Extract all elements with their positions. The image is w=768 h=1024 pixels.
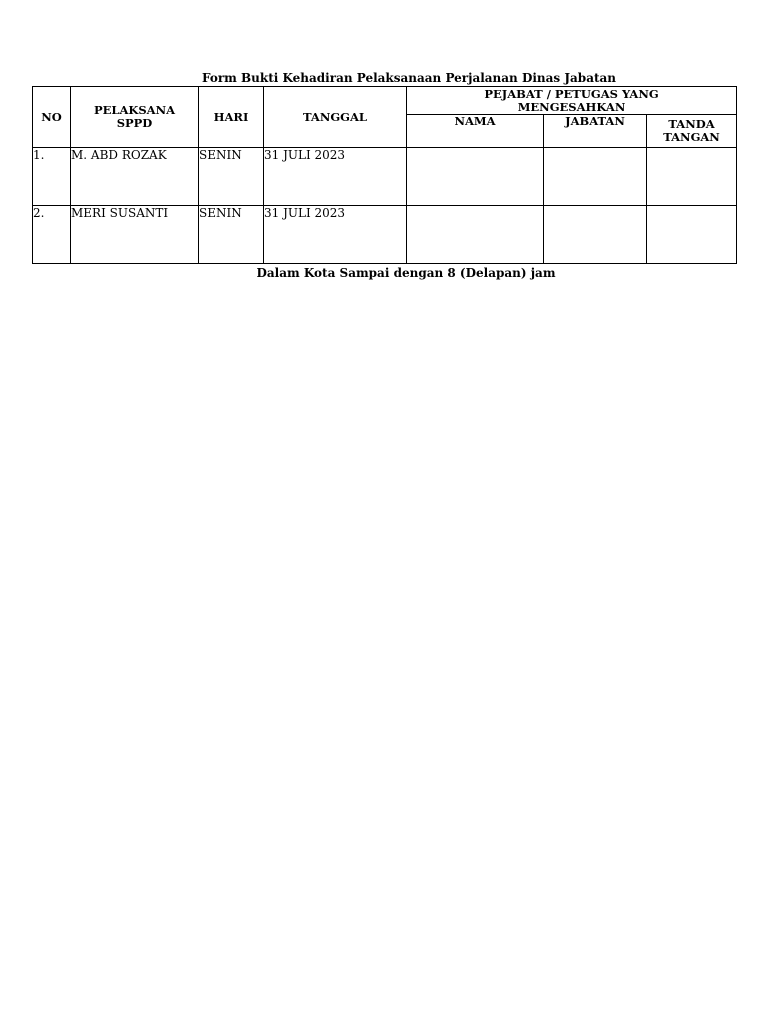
cell-pelaksana: M. ABD ROZAK <box>71 148 199 206</box>
cell-nama <box>407 206 544 264</box>
cell-pelaksana: MERI SUSANTI <box>71 206 199 264</box>
header-hari: HARI <box>199 87 264 148</box>
cell-hari: SENIN <box>199 206 264 264</box>
cell-jabatan <box>544 206 647 264</box>
cell-jabatan <box>544 148 647 206</box>
header-tanggal: TANGGAL <box>264 87 407 148</box>
header-pelaksana: PELAKSANA SPPD <box>71 87 199 148</box>
cell-no: 1. <box>33 148 71 206</box>
table-row <box>33 148 737 206</box>
header-pejabat-group: PEJABAT / PETUGAS YANG MENGESAHKAN <box>407 87 737 115</box>
document-title: Form Bukti Kehadiran Pelaksanaan Perjalanan Dinas Jabatan <box>201 71 617 85</box>
cell-tanda-tangan <box>647 148 737 206</box>
header-tanda-tangan: TANDA TANGAN <box>647 115 737 148</box>
cell-hari: SENIN <box>199 148 264 206</box>
cell-tanda-tangan <box>647 206 737 264</box>
header-nama: NAMA <box>407 115 544 148</box>
cell-tanggal: 31 JULI 2023 <box>264 206 407 264</box>
cell-nama <box>407 148 544 206</box>
cell-no: 2. <box>33 206 71 264</box>
header-row <box>33 87 737 115</box>
table-row <box>33 206 737 264</box>
cell-tanggal: 31 JULI 2023 <box>264 148 407 206</box>
header-no: NO <box>33 87 71 148</box>
attendance-table <box>32 86 737 264</box>
footer-note: Dalam Kota Sampai dengan 8 (Delapan) jam <box>256 266 556 280</box>
header-jabatan: JABATAN <box>544 115 647 148</box>
